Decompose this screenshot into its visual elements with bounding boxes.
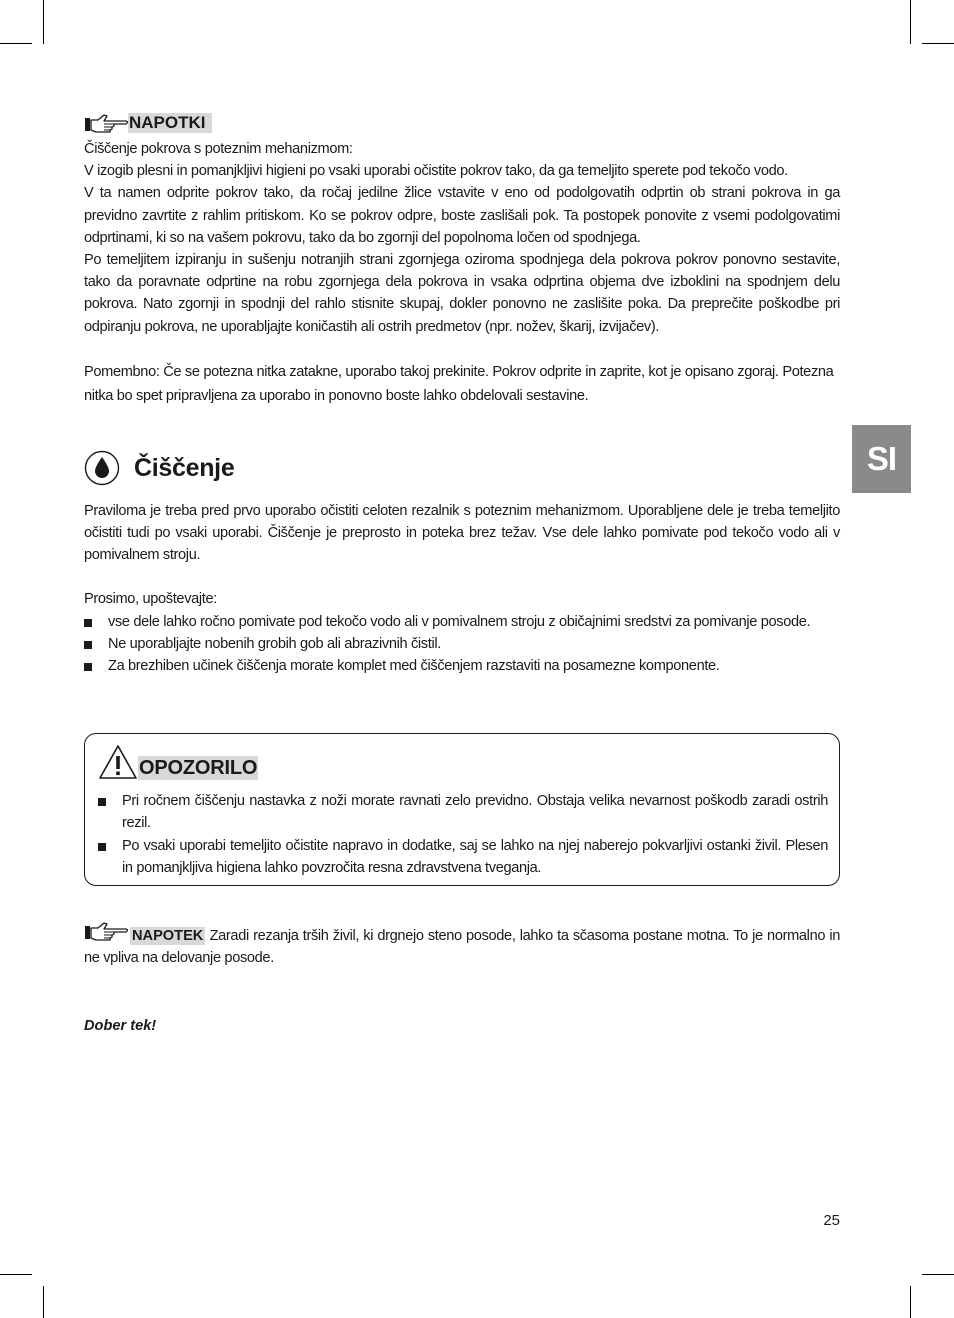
cleaning-header <box>84 450 840 486</box>
crop-mark <box>43 1286 44 1318</box>
section-title: Čiščenje <box>134 453 235 482</box>
crop-mark <box>922 1274 954 1275</box>
spacer <box>84 338 840 360</box>
notes-header <box>84 112 840 134</box>
tip-paragraph <box>84 920 840 969</box>
language-tab: SI <box>852 425 911 493</box>
pointing-hand-icon <box>84 920 130 942</box>
notes-paragraph: V ta namen odprite pokrov tako, da ročaj jedilne žlice vstavite v eno od podolgovatih odprtin ob strani pokrova in ga previdno zavrtite z rahlim pritiskom. Ko se pokrov odpre, boste zaslišali pok. Ta postopek ponovite z vsemi podolgovatimi odprtinami, ki so na vašem pokrovu, tako da bo zgornji del popolnoma ločen od spodnjega. <box>84 185 840 246</box>
signoff: Dober tek! <box>84 1018 157 1035</box>
page-number: 25 <box>823 1212 840 1229</box>
crop-mark <box>0 43 32 44</box>
list-item: Pri ročnem čiščenju nastavka z noži morate ravnati zelo previdno. Obstaja velika nevarnost poškodb zaradi ostrih rezil. <box>98 790 828 834</box>
page-content <box>84 112 840 1038</box>
tip-label: NAPOTEK <box>132 928 204 945</box>
list-item: Ne uporabljajte nobenih grobih gob ali abrazivnih čistil. <box>84 633 840 655</box>
crop-mark <box>910 0 911 44</box>
important-note: Pomembno: Če se potezna nitka zatakne, uporabo takoj prekinite. Pokrov odprite in zaprite, kot je opisano zgoraj. Potezna nitka bo spet pripravljena za uporabo in ponovno boste lahko obdelovali sestavine. <box>84 363 834 404</box>
notes-paragraph: Čiščenje pokrova s poteznim mehanizmom: <box>84 141 353 157</box>
list-item: vse dele lahko ročno pomivate pod tekočo vodo ali v pomivalnem stroju z običajnimi sredstvi za pomivanje posode. <box>84 611 840 633</box>
please-note: Prosimo, upoštevajte: <box>84 591 217 608</box>
pointing-hand-icon <box>84 112 130 134</box>
warning-header <box>98 742 828 780</box>
warning-triangle-icon <box>98 744 138 780</box>
crop-mark <box>0 1274 32 1275</box>
tip-text: Zaradi rezanja trših živil, ki drgnejo steno posode, lahko ta sčasoma postane motna. To je normalno in ne vpliva na delovanje posode. <box>84 928 840 967</box>
notes-paragraph: V izogib plesni in pomanjkljivi higieni po vsaki uporabi očistite pokrov tako, da ga temeljito sperete pod tekočo vodo. <box>84 163 788 180</box>
cleaning-list <box>84 611 840 678</box>
list-item: Po vsaki uporabi temeljito očistite napravo in dodatke, saj se lahko na njej naberejo pokvarljivi ostanki živil. Plesen in pomanjkljiva higiena lahko povzročita resna zdravstvena tveganja. <box>98 835 828 879</box>
crop-mark <box>922 43 954 44</box>
cleaning-intro: Praviloma je treba pred prvo uporabo očistiti celoten rezalnik s poteznim mehanizmom. Uporabljene dele je treba temeljito očistiti tudi po vsaki uporabi. Čiščenje je preprosto in poteka brez težav. Vse dele lahko pomivate pod tekočo vodo ali v pomivalnem stroju. <box>84 502 840 564</box>
list-item: Za brezhiben učinek čiščenja morate komplet med čiščenjem razstaviti na posamezne komponente. <box>84 655 840 677</box>
warning-box <box>84 733 840 886</box>
warning-list <box>98 790 828 879</box>
spacer <box>84 566 840 588</box>
warning-label: OPOZORILO <box>139 757 258 780</box>
notes-label: NAPOTKI <box>128 113 212 133</box>
crop-mark <box>910 1286 911 1318</box>
crop-mark <box>43 0 44 44</box>
water-drop-icon <box>84 450 120 486</box>
notes-paragraph: Po temeljitem izpiranju in sušenju notranjih strani zgornjega oziroma spodnjega dela pokrova pokrov ponovno sestavite, tako da poravnate odprtine na robu zgornjega dela pokrova in vsaka odprtina objema dve izboklini na spodnjem delu pokrova. Nato zgornji in spodnji del rahlo stisnite skupaj, dokler ponovno ne zaslišite poka. Da preprečite poškodbe pri odpiranju pokrova, ne uporabljajte koničastih ali ostrih predmetov (npr. nožev, škarij, izvijačev). <box>84 252 840 335</box>
